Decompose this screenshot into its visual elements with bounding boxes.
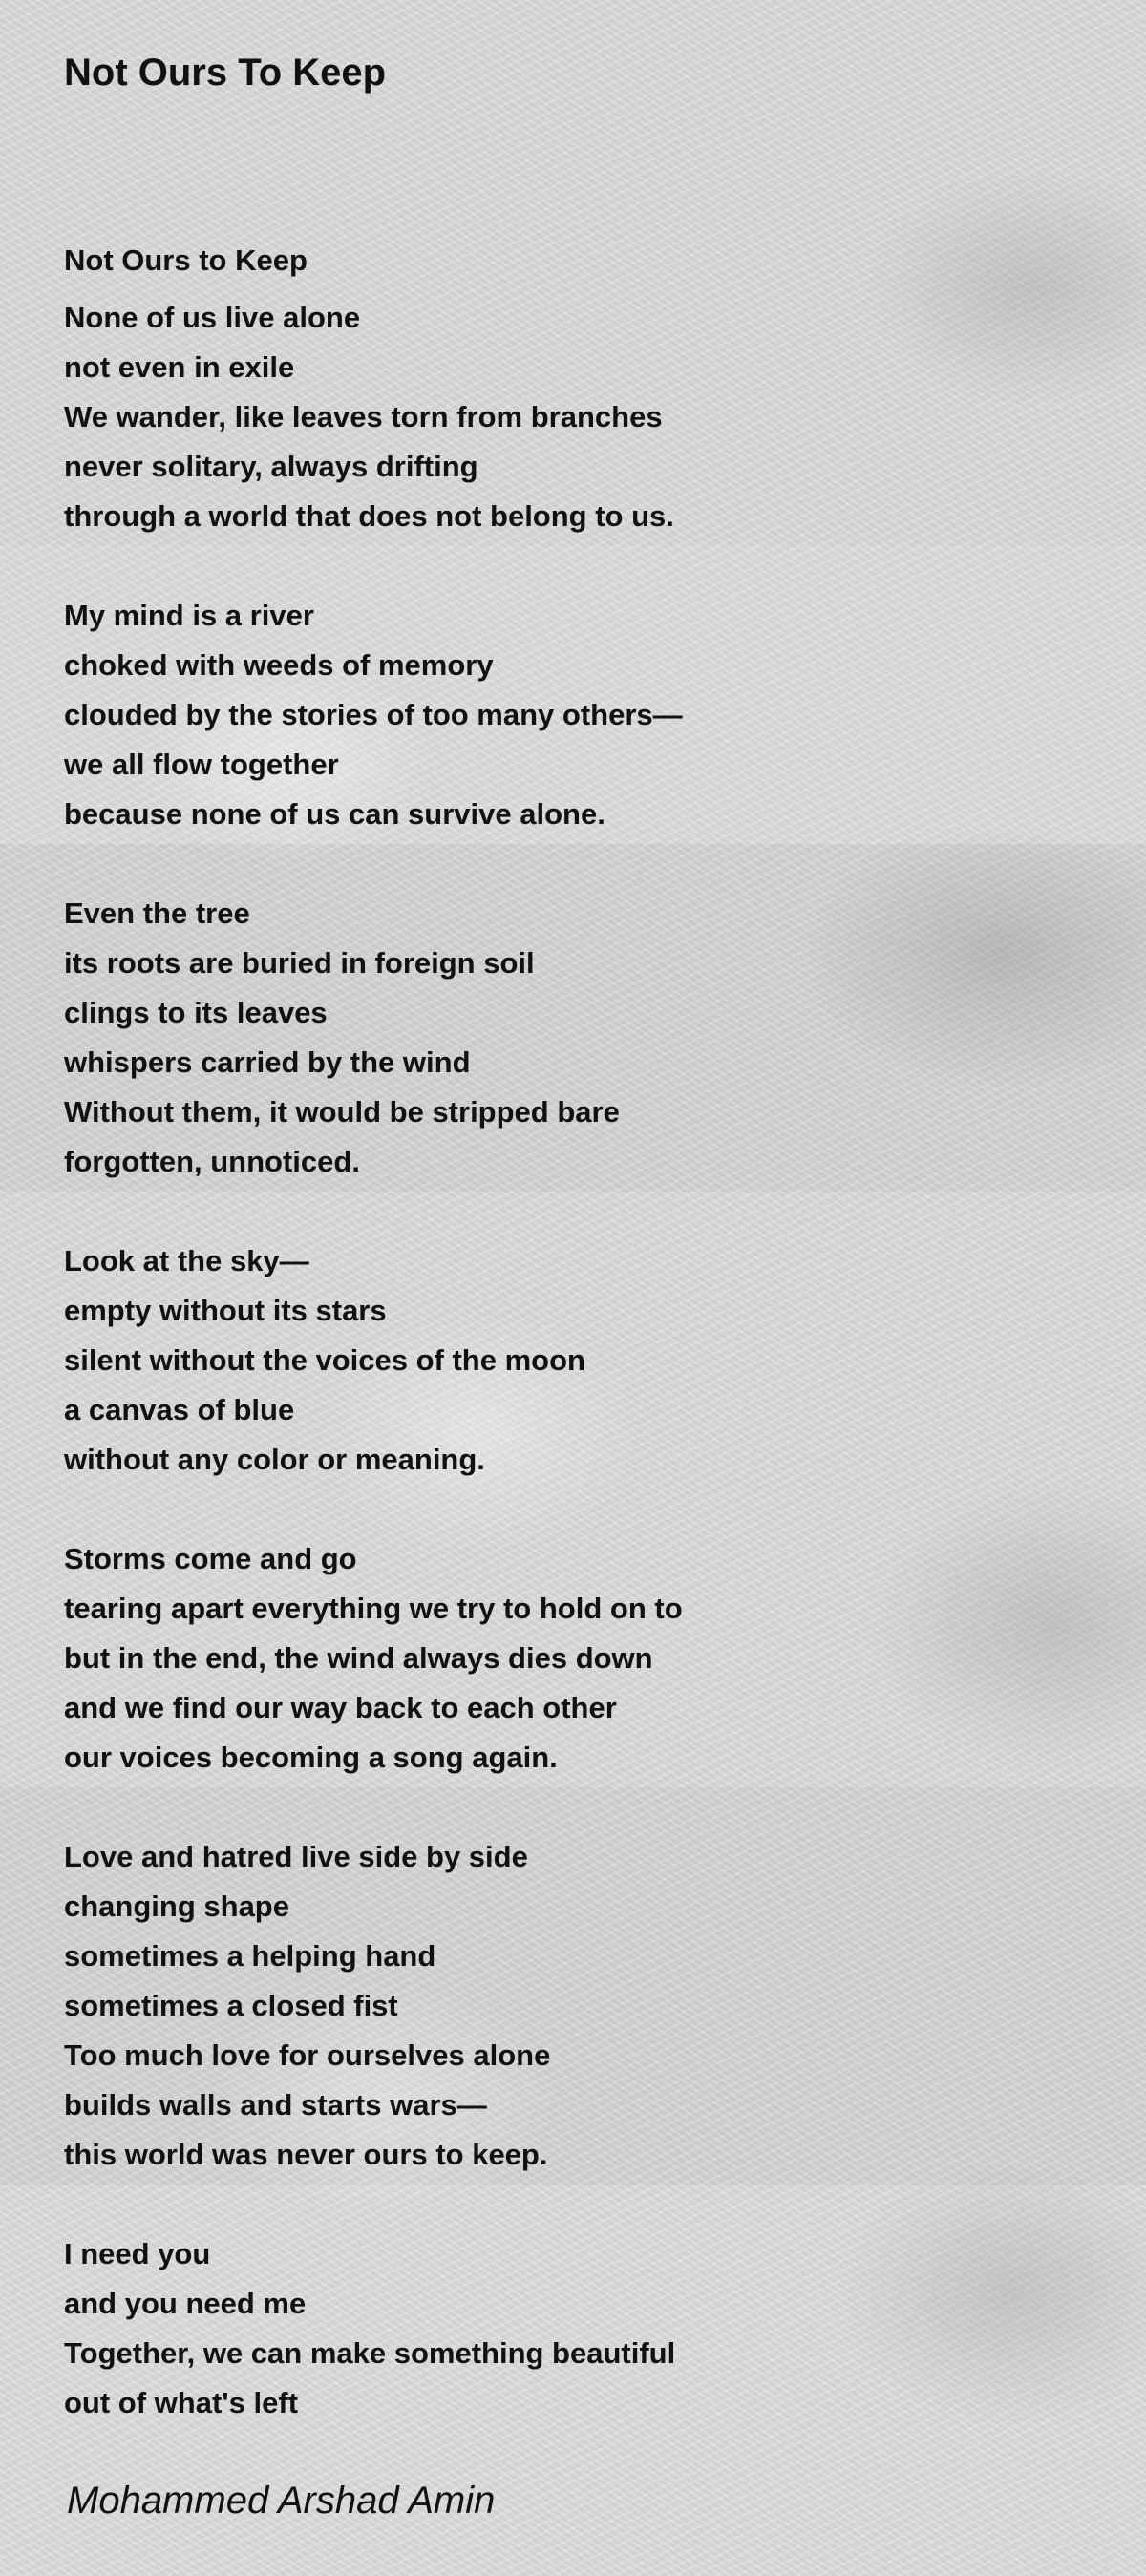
poem-card xyxy=(64,48,1095,2419)
poem-line: forgotten, unnoticed. xyxy=(64,1145,360,1178)
poem-line: without any color or meaning. xyxy=(64,1443,485,1476)
poem-line: changing shape xyxy=(64,1890,289,1923)
poem-body xyxy=(64,293,1095,2478)
poem-line: None of us live alone xyxy=(64,301,361,334)
poem-line: Look at the sky— xyxy=(64,1244,309,1277)
poem-line: sometimes a helping hand xyxy=(64,1939,436,1973)
poem-line: tearing apart everything we try to hold on to xyxy=(64,1592,683,1625)
poem-line: never solitary, always drifting xyxy=(64,450,478,483)
poem-line: builds walls and starts wars— xyxy=(64,2088,487,2122)
poem-line: our voices becoming a song again. xyxy=(64,1741,558,1774)
poem-line: clings to its leaves xyxy=(64,996,328,1029)
poem-line: My mind is a river xyxy=(64,599,314,632)
poem-line: but in the end, the wind always dies down xyxy=(64,1641,653,1675)
poem-line: I need you xyxy=(64,2237,211,2270)
poem-line: and we find our way back to each other xyxy=(64,1691,617,1724)
poem-line: Storms come and go xyxy=(64,1542,357,1575)
poem-line: and you need me xyxy=(64,2287,307,2320)
poem-line: through a world that does not belong to us. xyxy=(64,499,674,533)
poem-stanza xyxy=(64,293,1095,541)
poem-line: out of what's left xyxy=(64,2386,299,2419)
poem-line: Love and hatred live side by side xyxy=(64,1840,528,1873)
poem-line: because none of us can survive alone. xyxy=(64,797,605,831)
poem-subtitle: Not Ours to Keep xyxy=(64,243,308,277)
poem-line: not even in exile xyxy=(64,350,295,384)
poem-line: We wander, like leaves torn from branches xyxy=(64,400,663,433)
poem-line: Even the tree xyxy=(64,897,250,930)
poem-stanza xyxy=(64,2229,1095,2428)
poem-line: Too much love for ourselves alone xyxy=(64,2038,551,2072)
poem-line: sometimes a closed fist xyxy=(64,1989,398,2022)
poem-stanza xyxy=(64,1534,1095,1783)
poem-stanza xyxy=(64,1832,1095,2180)
poem-author: Mohammed Arshad Amin xyxy=(67,2480,496,2522)
poem-line: this world was never ours to keep. xyxy=(64,2138,548,2171)
poem-line: clouded by the stories of too many others— xyxy=(64,698,683,731)
poem-line: Without them, it would be stripped bare xyxy=(64,1095,620,1129)
poem-line: Together, we can make something beautiful xyxy=(64,2336,676,2370)
poem-line: silent without the voices of the moon xyxy=(64,1343,585,1377)
poem-title: Not Ours To Keep xyxy=(64,52,387,94)
poem-line: a canvas of blue xyxy=(64,1393,295,1426)
poem-stanza xyxy=(64,889,1095,1187)
poem-line: its roots are buried in foreign soil xyxy=(64,946,535,980)
poem-line: empty without its stars xyxy=(64,1294,387,1327)
poem-line: we all flow together xyxy=(64,748,339,781)
poem-stanza xyxy=(64,1236,1095,1485)
poem-stanza xyxy=(64,591,1095,839)
poem-line: choked with weeds of memory xyxy=(64,648,494,682)
poem-line: whispers carried by the wind xyxy=(64,1045,471,1079)
